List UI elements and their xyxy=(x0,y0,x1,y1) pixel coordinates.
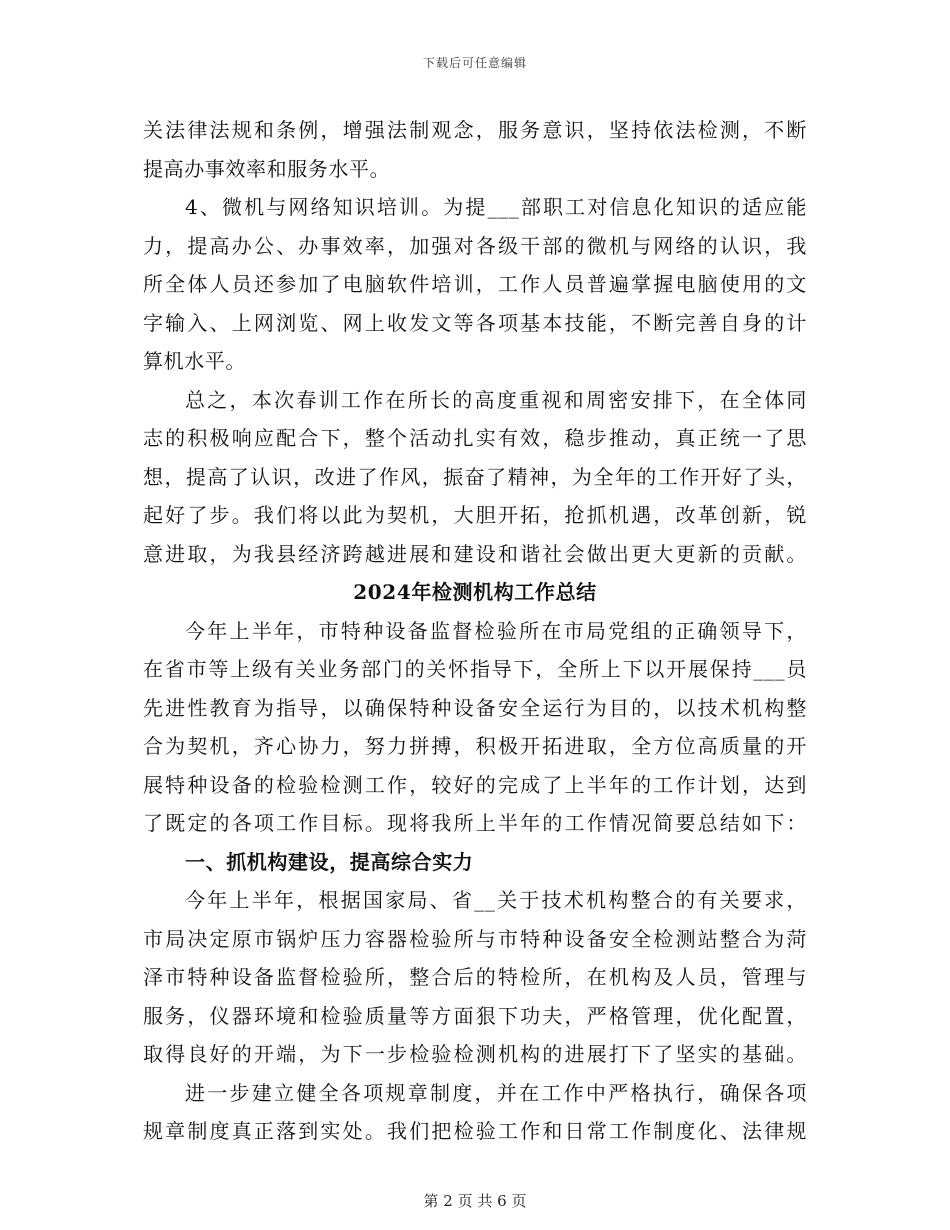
text-line: 服务，仪器环境和检验质量等方面狠下功夫，严格管理，优化配置， xyxy=(143,1003,807,1028)
text-line: 4、微机与网络知识培训。为提___部职工对信息化知识的适应能 xyxy=(185,195,807,219)
text-line: 总之，本次春训工作在所长的高度重视和周密安排下，在全体同 xyxy=(185,387,807,412)
page-header: 下载后可任意编辑 xyxy=(422,56,527,70)
text-line: 字输入、上网浏览、网上收发文等各项基本技能，不断完善自身的计 xyxy=(143,310,807,335)
text-line: 进一步建立健全各项规章制度，并在工作中严格执行，确保各项 xyxy=(185,1080,807,1105)
subsection-heading: 一、抓机构建设，提高综合实力 xyxy=(185,849,474,874)
text-line: 志的积极响应配合下，整个活动扎实有效，稳步推动，真正统一了思 xyxy=(143,426,807,450)
text-line: 想，提高了认识，改进了作风，振奋了精神，为全年的工作开好了头， xyxy=(143,464,807,489)
text-line: 算机水平。 xyxy=(143,349,246,373)
text-line: 合为契机，齐心协力，努力拼搏，积极开拓进取，全方位高质量的开 xyxy=(143,734,807,758)
text-line: 今年上半年，市特种设备监督检验所在市局党组的正确领导下， xyxy=(185,618,807,643)
text-line: 提高办事效率和服务水平。 xyxy=(143,156,391,181)
text-line: 规章制度真正落到实处。我们把检验工作和日常工作制度化、法律规 xyxy=(143,1119,807,1143)
text-line: 展特种设备的检验检测工作，较好的完成了上半年的工作计划，达到 xyxy=(143,772,807,797)
text-line: 市局决定原市锅炉压力容器检验所与市特种设备安全检测站整合为菏 xyxy=(143,926,807,951)
text-line: 取得良好的开端，为下一步检验检测机构的进展打下了坚实的基础。 xyxy=(143,1042,807,1066)
text-line: 所全体人员还参加了电脑软件培训，工作人员普遍掌握电脑使用的文 xyxy=(143,272,807,296)
text-line: 起好了步。我们将以此为契机，大胆开拓，抢抓机遇，改革创新，锐 xyxy=(143,503,807,527)
text-line: 意进取，为我县经济跨越进展和建设和谐社会做出更大更新的贡献。 xyxy=(143,541,807,566)
text-line: 泽市特种设备监督检验所，整合后的特检所，在机构及人员，管理与 xyxy=(143,965,807,989)
document-body xyxy=(143,111,807,1151)
section-title: 2024年检测机构工作总结 xyxy=(353,580,597,604)
text-line: 了既定的各项工作目标。现将我所上半年的工作情况简要总结如下： xyxy=(143,811,807,835)
text-line: 关法律法规和条例，增强法制观念，服务意识，坚持依法检测，不断 xyxy=(143,118,807,142)
text-line: 先进性教育为指导，以确保特种设备安全运行为目的，以技术机构整 xyxy=(143,695,807,720)
page-footer: 第 2 页 共 6 页 xyxy=(423,1192,527,1210)
text-line: 力，提高办公、办事效率，加强对各级干部的微机与网络的认识，我 xyxy=(143,233,807,258)
text-line: 在省市等上级有关业务部门的关怀指导下，全所上下以开展保持___员 xyxy=(143,657,807,681)
text-line: 今年上半年，根据国家局、省__关于技术机构整合的有关要求， xyxy=(185,888,807,912)
